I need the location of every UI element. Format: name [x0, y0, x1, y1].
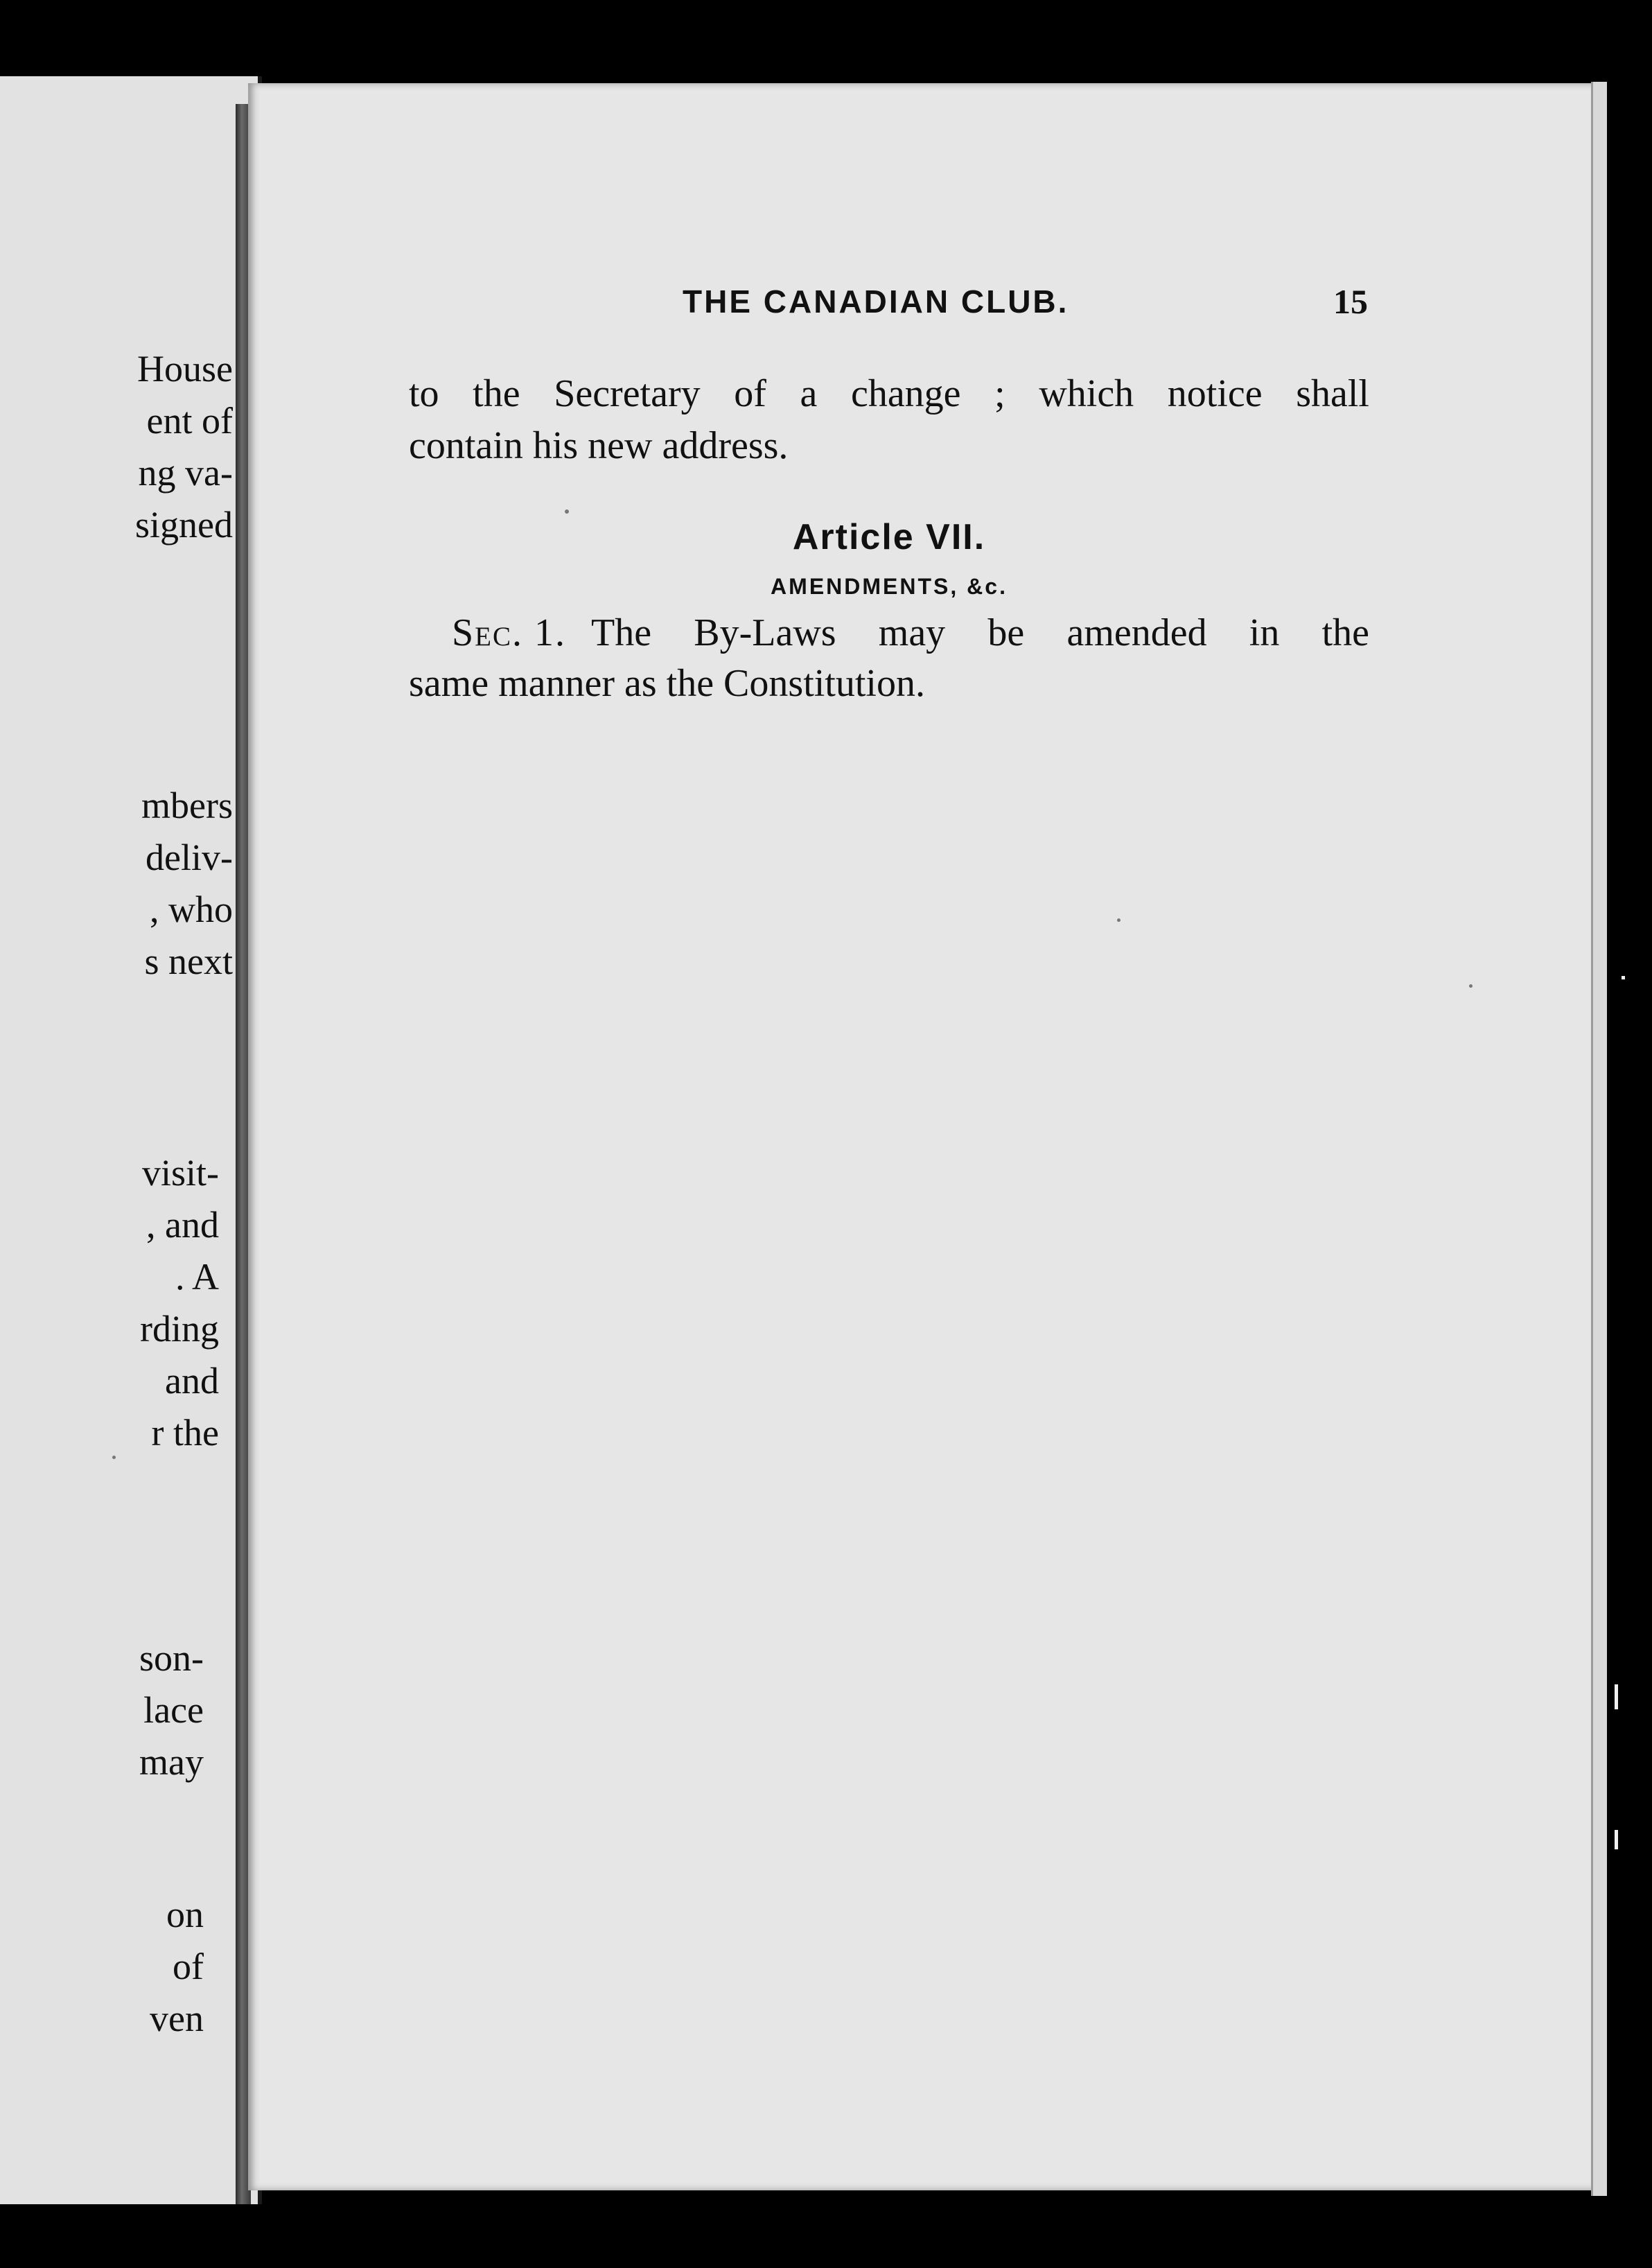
paper-speck [565, 509, 569, 514]
section-first-line [452, 613, 1369, 652]
section-label: Sec. 1. [452, 611, 566, 654]
text-line: same manner as the Constitution. [409, 662, 925, 705]
paper-speck [1469, 984, 1473, 988]
section-text: The By-Laws may be amended in the [590, 611, 1369, 654]
left-page-line: r the [151, 1412, 219, 1454]
edge-mark [1615, 1830, 1618, 1849]
left-page-line: ent of [146, 400, 233, 442]
text-line: contain his new address. [409, 424, 789, 467]
left-page-line: , who [150, 889, 233, 930]
left-page-line: deliv- [146, 837, 233, 878]
text-line: to the Secretary of a change ; which notice shall [409, 372, 1369, 415]
article-heading: Article VII. [792, 517, 986, 557]
running-head: THE CANADIAN CLUB. [683, 284, 1069, 320]
left-page-line: and [165, 1360, 219, 1402]
left-page-line: on [166, 1894, 204, 1935]
left-page-line: may [139, 1741, 204, 1783]
left-page-line: signed [135, 504, 233, 546]
left-page-line: son- [139, 1637, 204, 1679]
edge-mark [1622, 976, 1625, 979]
left-page [0, 76, 262, 2204]
left-page-line: , and [146, 1204, 219, 1246]
left-page-line: s next [144, 941, 233, 982]
article-subheading: AMENDMENTS, &c. [771, 574, 1008, 599]
left-page-line: House [137, 348, 233, 390]
left-page-line: lace [143, 1689, 204, 1731]
page-edge [1591, 82, 1607, 2196]
left-page-line: . A [175, 1256, 219, 1298]
paper-speck [1117, 918, 1121, 922]
left-page-line: of [173, 1946, 204, 1987]
left-page-line: rding [140, 1308, 219, 1350]
edge-mark [1615, 1684, 1618, 1709]
paper-speck [112, 1456, 116, 1459]
left-page-line: mbers [141, 785, 233, 826]
page-number: 15 [1333, 282, 1368, 321]
left-page-line: visit- [141, 1152, 219, 1194]
left-page-line: ven [150, 1998, 204, 2039]
left-page-line: ng va- [138, 452, 233, 494]
